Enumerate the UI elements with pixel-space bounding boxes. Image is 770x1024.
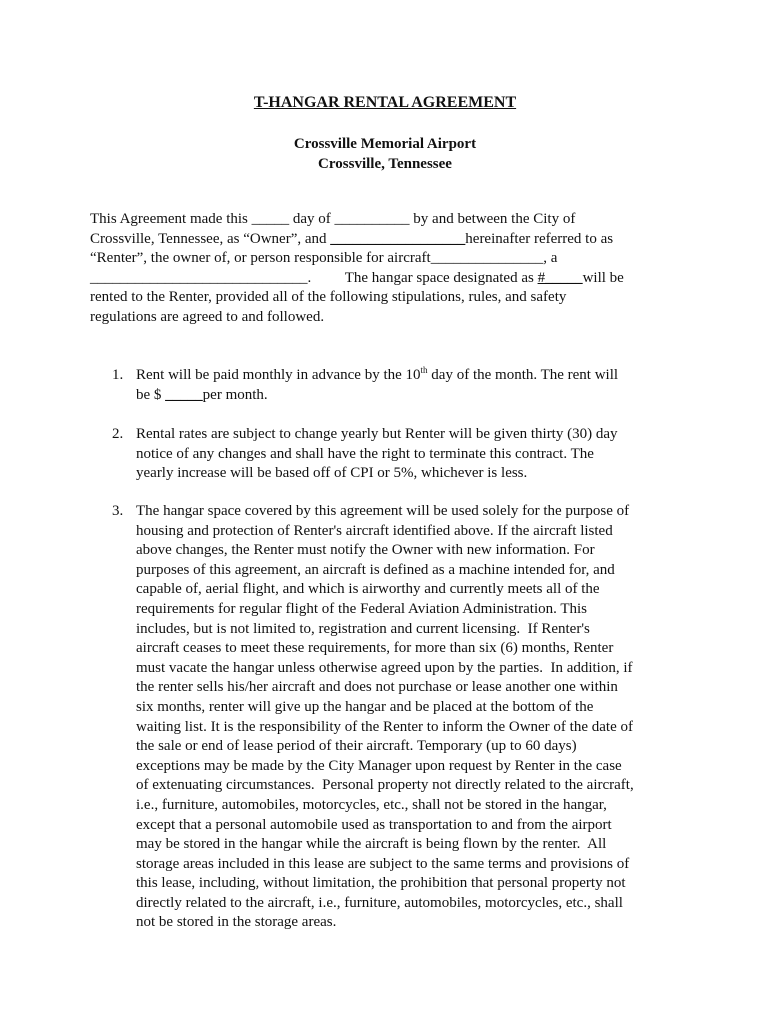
hangar-space-number-blank: #_____	[537, 269, 583, 286]
intro-line: rented to the Renter, provided all of the following stipulations, rules, and safety	[90, 289, 567, 306]
list-item-body: Rent will be paid monthly in advance by the 10th day of the month. The rent will be $ _____per month.	[136, 365, 619, 403]
intro-paragraph	[90, 210, 690, 328]
list-item-body: Rental rates are subject to change yearly but Renter will be given thirty (30) day notice of any changes and shall have the right to terminate this contract. The yearly increase will be based off of CPI or 5%, whichever is less.	[136, 426, 618, 482]
airport-location: Crossville, Tennessee	[318, 156, 452, 172]
intro-line: “Renter”, the owner of, or person responsible for aircraft_______________, a	[90, 250, 558, 267]
intro-line: _____________________________. The hangar space designated as #_____will be	[90, 269, 624, 286]
airport-name: Crossville Memorial Airport	[293, 136, 477, 152]
document-title: T-HANGAR RENTAL AGREEMENT	[253, 94, 517, 111]
list-item-number: 2.	[112, 426, 124, 442]
intro-line: Crossville, Tennessee, as “Owner”, and __________________hereinafter referred to as	[90, 230, 614, 247]
list-item-number: 3.	[112, 503, 124, 519]
intro-line: This Agreement made this _____ day of __________ by and between the City of	[90, 211, 576, 227]
list-item-number: 1.	[112, 367, 124, 383]
rent-amount-blank: _____	[165, 386, 203, 403]
list-item-body: The hangar space covered by this agreement will be used solely for the purpose of housing and protection of Renter's aircraft identified above. If the aircraft listed above changes, the Renter must notify the Owner with new information. For purposes of this agreement, an aircraft is defined as a machine intended for, and capable of, aerial flight, and which is airworthy and currently meets all of the requirements for regular flight of the Federal Aviation Administration. This includes, but is not limited to, registration and current licensing. If Renter's aircraft ceases to meet these requirements, for more than six (6) months, Renter must vacate the hangar unless otherwise agreed upon by the parties. In addition, if the renter sells his/her aircraft and does not purchase or lease another one within six months, renter will give up the hangar and be placed at the bottom of the waiting list. It is the responsibility of the Renter to inform the Owner of the date of the sale or end of lease period of their aircraft. Temporary (up to 60 days) exceptions may be made by the City Manager upon request by Renter in the case of extenuating circumstances. Personal property not directly related to the aircraft, i.e., furniture, automobiles, motorcycles, etc., shall not be stored in the hangar, except that a personal automobile used as transportation to and from the airport may be stored in the hangar while the aircraft is being flown by the renter. All storage areas included in this lease are subject to the same terms and provisions of this lease, including, without limitation, the prohibition that personal property not directly related to the aircraft, i.e., furniture, automobiles, motorcycles, etc., shall not be stored in the storage areas.	[136, 503, 634, 931]
owner-blank: __________________	[330, 230, 466, 247]
intro-line: regulations are agreed to and followed.	[90, 308, 325, 325]
